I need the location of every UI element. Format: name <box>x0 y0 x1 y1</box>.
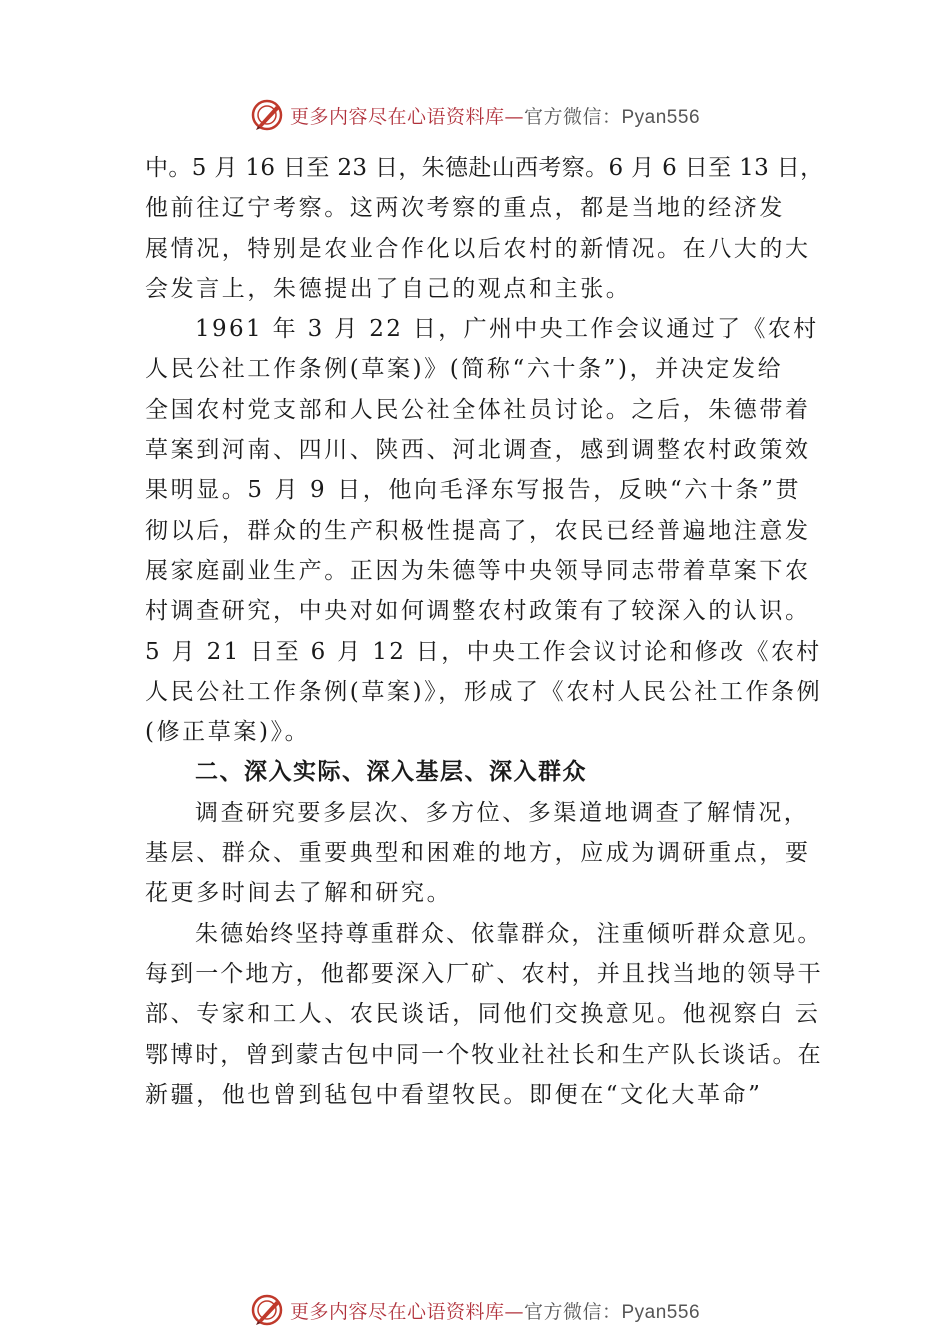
text-line: 鄂博时，曾到蒙古包中同一个牧业社社长和生产队长谈话。在 <box>145 1041 823 1068</box>
watermark-main: 更多内容尽在心语资料库 <box>289 105 505 128</box>
watermark-main: 更多内容尽在心语资料库 <box>289 1300 505 1323</box>
text-line: 1961 年 3 月 22 日，广州中央工作会议通过了《农村 <box>195 316 819 343</box>
watermark-text <box>290 1297 700 1324</box>
watermark-text <box>290 102 700 129</box>
text-line: 草案到河南、四川、陕西、河北调查，感到调整农村政策效 <box>145 437 811 464</box>
text-line: 展情况，特别是农业合作化以后农村的新情况。在八大的大 <box>145 235 811 262</box>
text-line: 中。5 月 16 日至 23 日，朱德赴山西考察。6 月 6 日至 13 日， <box>145 155 824 181</box>
text-line: 朱德始终坚持尊重群众、依靠群众，注重倾听群众意见。 <box>195 920 823 947</box>
text-line: 人民公社工作条例(草案)》(简称“六十条”)，并决定发给 <box>145 356 784 383</box>
watermark-dash: — <box>504 1300 524 1323</box>
text-line: 果明显。5 月 9 日，他向毛泽东写报告，反映“六十条”贯 <box>145 477 802 504</box>
text-line: (修正草案)》。 <box>145 719 311 746</box>
text-line: 他前往辽宁考察。这两次考察的重点，都是当地的经济发 <box>145 195 785 222</box>
section-heading: 二、深入实际、深入基层、深入群众 <box>195 759 587 786</box>
text-line: 基层、群众、重要典型和困难的地方，应成为调研重点，要 <box>145 840 811 867</box>
text-line: 会发言上，朱德提出了自己的观点和主张。 <box>145 275 632 302</box>
document-body <box>145 148 825 1115</box>
text-line: 新疆，他也曾到毡包中看望牧民。即便在“文化大革命” <box>145 1081 763 1108</box>
text-line: 调查研究要多层次、多方位、多渠道地调查了解情况， <box>195 799 810 826</box>
pen-logo-icon <box>250 1293 284 1327</box>
watermark-label: 官方微信： <box>523 105 622 128</box>
watermark-banner-bottom <box>0 1290 950 1330</box>
watermark-banner-top <box>0 95 950 135</box>
text-line: 花更多时间去了解和研究。 <box>145 880 453 907</box>
watermark-dash: — <box>504 105 524 128</box>
text-line: 人民公社工作条例(草案)》，形成了《农村人民公社工作条例 <box>145 678 823 705</box>
text-line: 部、专家和工人、农民谈话，同他们交换意见。他视察白 云 <box>145 1001 821 1028</box>
watermark-id: Pyan556 <box>621 1301 701 1323</box>
text-line: 村调查研究，中央对如何调整农村政策有了较深入的认识。 <box>145 598 811 625</box>
pen-logo-icon <box>250 98 284 132</box>
text-line: 彻以后，群众的生产积极性提高了，农民已经普遍地注意发 <box>145 517 811 544</box>
watermark-id: Pyan556 <box>621 106 701 128</box>
watermark-label: 官方微信： <box>523 1300 622 1323</box>
text-line: 每到一个地方，他都要深入厂矿、农村，并且找当地的领导干 <box>145 960 823 987</box>
text-line: 全国农村党支部和人民公社全体社员讨论。之后，朱德带着 <box>145 396 811 423</box>
text-line: 5 月 21 日至 6 月 12 日，中央工作会议讨论和修改《农村 <box>145 638 822 665</box>
text-line: 展家庭副业生产。正因为朱德等中央领导同志带着草案下农 <box>145 557 811 584</box>
